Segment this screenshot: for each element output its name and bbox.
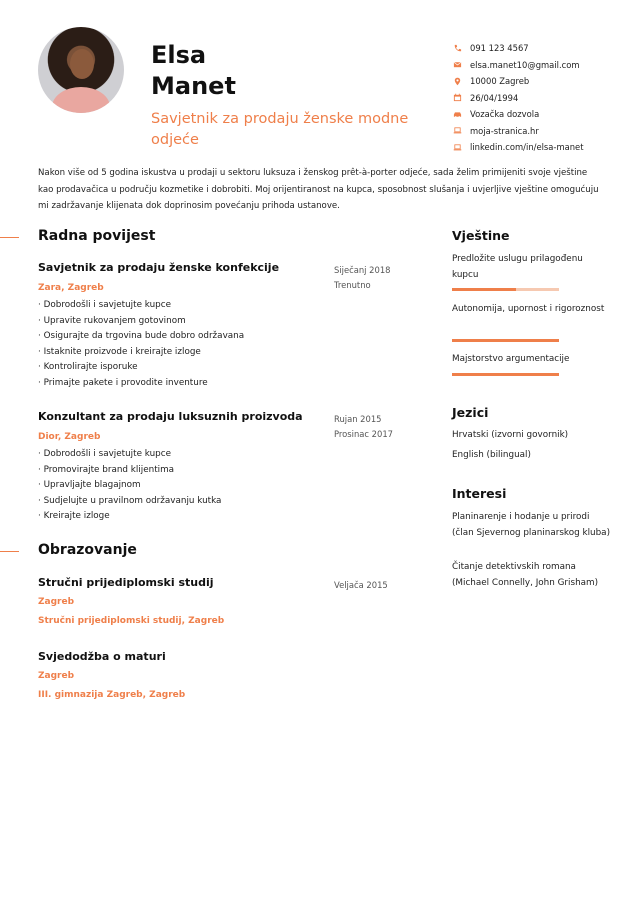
education-entry — [38, 650, 438, 705]
interest-item: Čitanje detektivskih romana (Michael Connelly, John Grisham) — [452, 562, 599, 588]
car-icon — [452, 109, 462, 119]
list-item: · Dobrodošli i savjetujte kupce — [38, 298, 438, 314]
job-dates: Rujan 2015 Prosinac 2017 — [334, 414, 393, 439]
job-company: Dior, Zagreb — [38, 432, 101, 442]
list-item: · Kontrolirajte isporuke — [38, 360, 438, 376]
education-date: Veljača 2015 — [334, 580, 388, 590]
job-title: Konzultant za prodaju luksuznih proizvoda — [38, 410, 303, 423]
full-name — [151, 40, 236, 102]
contact-driving-licence: Vozačka dozvola — [452, 106, 632, 123]
interests-heading: Interesi — [452, 486, 507, 501]
location-icon — [452, 76, 462, 86]
list-item: · Upravljajte blagajnom — [38, 478, 438, 494]
degree-title: Stručni prijediplomski studij — [38, 576, 214, 589]
email-icon — [452, 60, 462, 70]
skill-bar — [452, 339, 559, 342]
skill-label: Autonomija, upornost i rigoroznost — [452, 304, 605, 314]
languages-heading: Jezici — [452, 405, 489, 420]
section-rule — [0, 551, 19, 552]
laptop-icon — [452, 142, 462, 152]
list-item: · Primajte pakete i provodite inventure — [38, 376, 438, 392]
job-dates: Siječanj 2018 Trenutno — [334, 265, 391, 290]
list-item: · Promovirajte brand klijentima — [38, 463, 438, 479]
list-item: · Istaknite proizvode i kreirajte izloge — [38, 345, 438, 361]
interest-item: Planinarenje i hodanje u prirodi (član Sjevernog planinarskog kluba) — [452, 512, 611, 538]
language-item: English (bilingual) — [452, 450, 531, 460]
section-rule — [0, 237, 19, 238]
job-company: Zara, Zagreb — [38, 283, 104, 293]
education-entry — [38, 576, 438, 631]
education-school: Stručni prijediplomski studij, Zagreb — [38, 616, 225, 626]
phone-icon — [452, 43, 462, 53]
job-title: Savjetnik za prodaju ženske modne odjeće — [151, 111, 409, 148]
profile-summary: Nakon više od 5 godina iskustva u prodaji u sektoru luksuza i ženskog prêt-à-porter odjeće, sada želim primijeniti svoje vještine kao prodavačica u području kozmetike i dobrobiti. Moj orijentiranost na kupca, sposobnost slušanja i uvjerljive vještine omogućuju mi zadržavanje klijenata dok doprinosim povećanju prihoda ustanove. — [38, 168, 599, 211]
contact-birthdate: 26/04/1994 — [452, 90, 632, 107]
contact-linkedin[interactable]: linkedin.com/in/elsa-manet — [452, 139, 632, 156]
job-title: Savjetnik za prodaju ženske konfekcije — [38, 261, 280, 274]
skills-heading: Vještine — [452, 228, 510, 243]
contact-email[interactable]: elsa.manet10@gmail.com — [452, 57, 632, 74]
education-heading: Obrazovanje — [38, 542, 137, 558]
last-name: Manet — [151, 72, 236, 100]
list-item: · Kreirajte izloge — [38, 509, 438, 525]
skill-label: Predložite uslugu prilagođenu kupcu — [452, 254, 583, 280]
education-city: Zagreb — [38, 671, 75, 681]
calendar-icon — [452, 93, 462, 103]
profile-photo — [38, 27, 124, 113]
skill-label: Majstorstvo argumentacije — [452, 354, 570, 364]
job-tasks — [38, 447, 438, 525]
contact-website[interactable]: moja-stranica.hr — [452, 123, 632, 140]
contact-phone: 091 123 4567 — [452, 40, 632, 57]
job-entry — [38, 261, 438, 391]
first-name: Elsa — [151, 41, 207, 69]
skill-bar — [452, 373, 559, 376]
list-item: · Upravite rukovanjem gotovinom — [38, 314, 438, 330]
language-item: Hrvatski (izvorni govornik) — [452, 430, 569, 440]
job-entry — [38, 410, 438, 525]
degree-title: Svjedodžba o maturi — [38, 650, 166, 663]
list-item: · Sudjelujte u pravilnom održavanju kutka — [38, 494, 438, 510]
experience-heading: Radna povijest — [38, 228, 156, 244]
contact-list — [452, 40, 632, 156]
education-school: III. gimnazija Zagreb, Zagreb — [38, 690, 186, 700]
contact-location: 10000 Zagreb — [452, 73, 632, 90]
education-city: Zagreb — [38, 597, 75, 607]
job-tasks — [38, 298, 438, 391]
list-item: · Osigurajte da trgovina bude dobro održavana — [38, 329, 438, 345]
laptop-icon — [452, 126, 462, 136]
list-item: · Dobrodošli i savjetujte kupce — [38, 447, 438, 463]
skill-bar — [452, 288, 559, 291]
